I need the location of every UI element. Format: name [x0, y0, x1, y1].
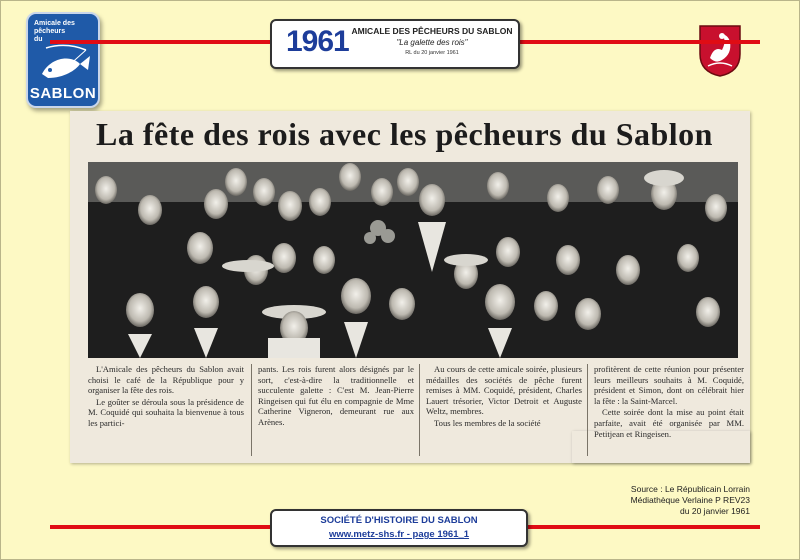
article-paragraph: Tous les membres de la société — [434, 417, 541, 428]
column-divider — [419, 364, 420, 456]
article-column-2 — [258, 364, 414, 429]
amicale-logo — [26, 12, 100, 108]
article-paragraph: Le goûter se déroula sous la présidence de M. Coquidé qui souhaita la bienvenue à tous les partici- — [88, 396, 244, 428]
header-subtitle: "La galette des rois" — [396, 38, 468, 47]
column-divider — [251, 364, 252, 456]
header-title-box — [270, 19, 520, 69]
article-headline: La fête des rois avec les pêcheurs du Sablon — [96, 116, 713, 152]
article-paragraph: pants. Les rois furent alors désignés par le sort, c'est-à-dire la traditionnelle et succulente galette : C'est M. Jean-Pierre Ringeisen qui fut élu en compagnie de Mme Catherine Vigneron, demeurant rue aux Arènes. — [258, 364, 414, 427]
article-paragraph: Cette soirée dont la mise au point était parfaite, avait été organisée par MM. Petitjean et Ringeisen. — [594, 407, 744, 439]
article-paragraph: L'Amicale des pêcheurs du Sablon avait choisi le café de la République pour y organiser la fête des rois. — [88, 364, 244, 396]
article-column-3 — [426, 364, 582, 430]
article-column-4 — [594, 364, 744, 440]
header-title: AMICALE DES PÊCHEURS DU SABLON — [351, 26, 513, 36]
source-line-3: du 20 janvier 1961 — [680, 506, 750, 516]
footer-box — [270, 509, 528, 547]
logo-line-3: du — [34, 36, 43, 43]
logo-line-2: pêcheurs — [34, 28, 66, 35]
fish-icon — [36, 40, 92, 84]
source-line-1: Source : Le Républicain Lorrain — [630, 484, 750, 494]
group-photo-image — [88, 162, 738, 358]
column-divider — [587, 364, 588, 456]
article-column-1 — [88, 364, 244, 430]
article-columns — [88, 364, 742, 460]
logo-line-1: Amicale des — [34, 20, 75, 27]
society-name: SOCIÉTÉ D'HISTOIRE DU SABLON — [320, 515, 478, 526]
header-source: RL du 20 janvier 1961 — [405, 50, 459, 56]
group-photo — [88, 162, 738, 358]
coat-of-arms-icon — [698, 24, 742, 78]
year-label: 1961 — [286, 25, 349, 58]
logo-name: SABLON — [29, 85, 97, 102]
article-paragraph: Au cours de cette amicale soirée, plusieurs médailles des sociétés de pêche furent remises à MM. Coquidé, président, Charles Lauert trésorier, Victor Detroit et Auguste Weltz, membres. — [426, 364, 582, 417]
source-line-2: Médiathèque Verlaine P REV23 — [630, 495, 750, 505]
website-link[interactable]: www.metz-shs.fr - page 1961_1 — [328, 529, 470, 540]
article-paragraph: profitèrent de cette réunion pour présenter leurs meilleurs souhaits à M. Coquidé, président et Simon, dont on célébrait hier la fête : la Saint-Marcel. — [594, 364, 744, 406]
source-credit — [560, 484, 750, 517]
